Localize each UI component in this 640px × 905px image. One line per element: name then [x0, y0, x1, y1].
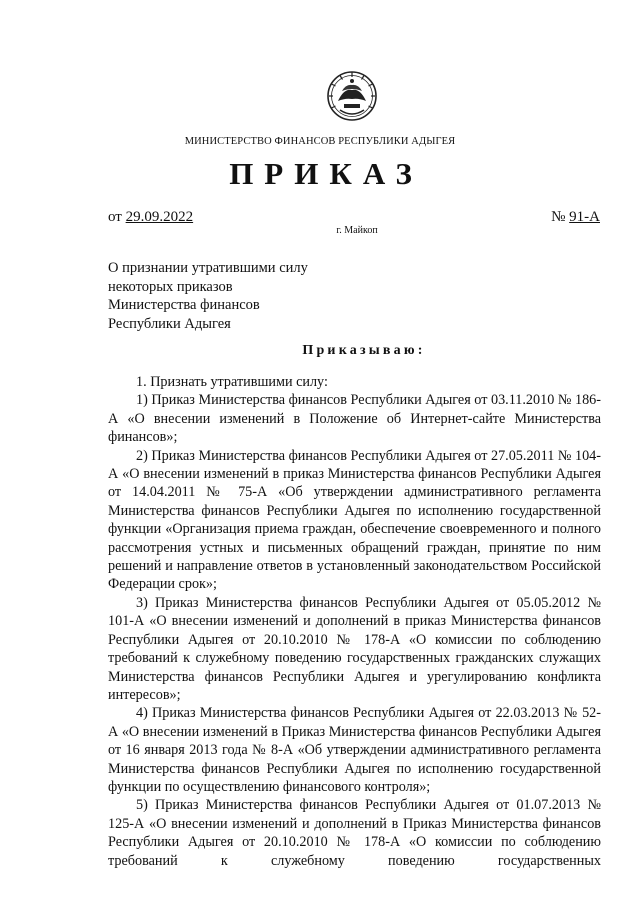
number-prefix: № [551, 209, 566, 225]
paragraph: 4) Приказ Министерства финансов Республики Адыгея от 22.03.2013 № 52-А «О внесении изменений в Приказ Министерства финансов Республики Адыгея от 16 января 2013 года № 8-А «Об утверждении административного регламента Министерства финансов Республики Адыгея по исполнению государственной функции по осуществлению финансового контроля»; [108, 705, 601, 795]
subject-line: О признании утратившими силу [108, 260, 308, 276]
paragraph: 5) Приказ Министерства финансов Республики Адыгея от 01.07.2013 № 125-А «О внесении изменений и дополнений в Приказ Министерства финансов Республики Адыгея от 20.10.2010 № 178-А «О комиссии по соблюдению требований к служебному поведению государственных [108, 797, 601, 869]
paragraph: 1. Признать утратившими силу: [136, 374, 328, 390]
paragraph: 2) Приказ Министерства финансов Республики Адыгея от 27.05.2011 № 104-А «О внесении изменений в приказ Министерства финансов Республики Адыгея от 14.04.2011 № 75-А «Об утверждении административного регламента Министерства финансов Республики Адыгея по исполнению государственной функции «Организация приема граждан, обеспечение своевременного и полного рассмотрения устных и письменных обращений граждан, принятие по ним решений и направление ответов в установленный законодательством Российской Федерации срок»; [108, 447, 601, 593]
order-date [108, 209, 193, 226]
document-title: ПРИКАЗ [229, 156, 423, 191]
date-prefix: от [108, 209, 122, 225]
document-body [108, 373, 601, 870]
subject-line: Министерства финансов [108, 297, 260, 314]
city: г. Майкоп [336, 225, 378, 236]
subject-line: некоторых приказов [108, 278, 233, 295]
ministry-name: МИНИСТЕРСТВО ФИНАНСОВ РЕСПУБЛИКИ АДЫГЕЯ [184, 136, 456, 147]
date-value: 29.09.2022 [125, 209, 194, 225]
paragraph: 1) Приказ Министерства финансов Республики Адыгея от 03.11.2010 № 186-А «О внесении изменений в Положение об Интернет-сайте Министерства финансов»; [108, 392, 601, 446]
number-value: 91-А [569, 209, 600, 225]
republic-emblem-icon [326, 68, 378, 128]
subject-line: Республики Адыгея [108, 315, 231, 332]
order-heading: Приказываю: [302, 343, 426, 358]
order-number [551, 209, 600, 226]
order-subject [108, 259, 308, 333]
paragraph: 3) Приказ Министерства финансов Республики Адыгея от 05.05.2012 № 101-А «О внесении изменений и дополнений в приказ Министерства финансов Республики Адыгея от 20.10.2010 № 178-А «О комиссии по соблюдению требований к служебному поведению государственных гражданских служащих Министерства финансов Республики Адыгея и урегулированию конфликта интересов»; [108, 594, 601, 703]
